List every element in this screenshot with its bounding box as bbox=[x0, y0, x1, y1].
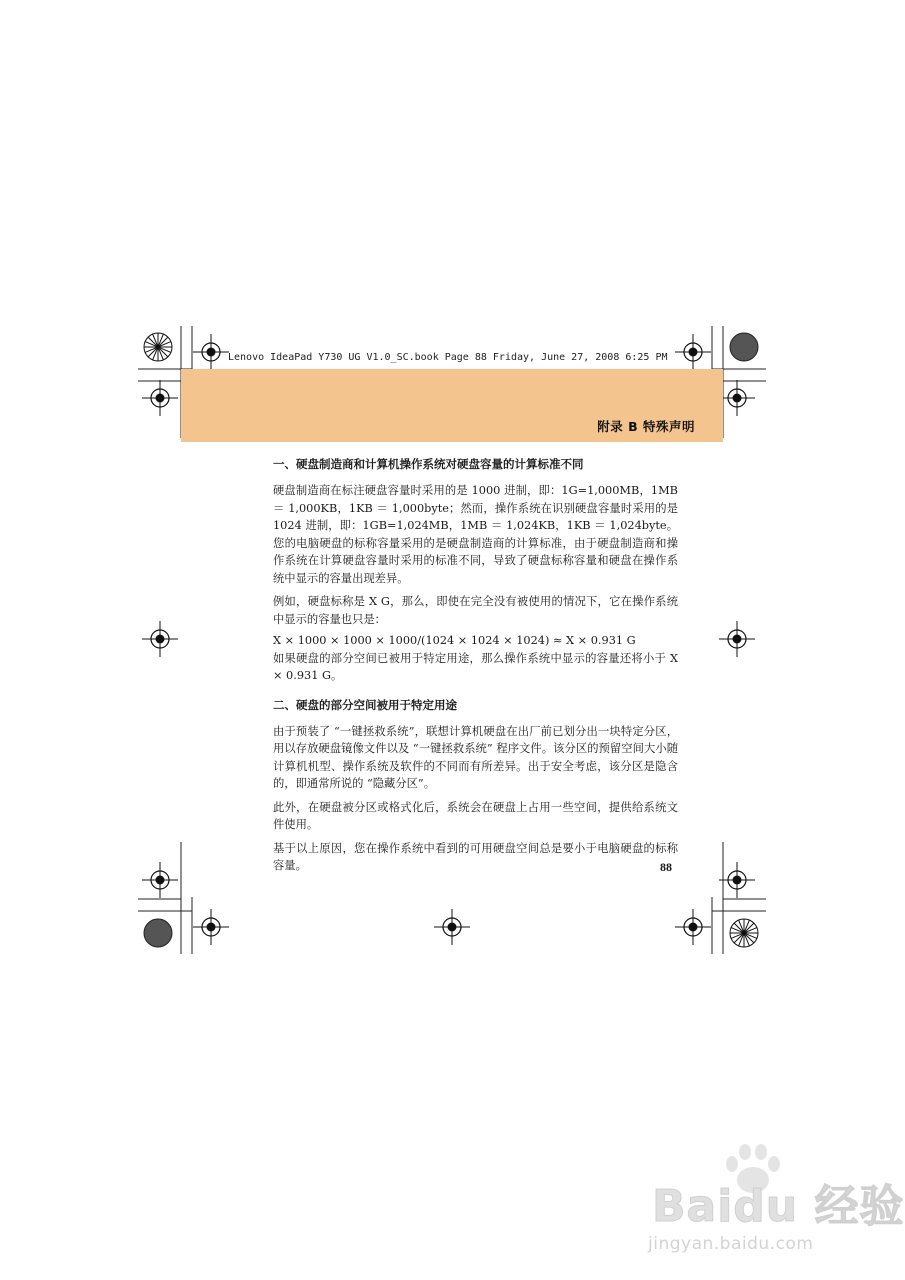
chapter-banner bbox=[181, 369, 723, 442]
baidu-watermark bbox=[648, 1142, 905, 1270]
section2-paragraph-1: 由于预装了 “一键拯救系统”，联想计算机硬盘在出厂前已划分出一块特定分区，用以存放硬盘镜像文件以及 “一键拯救系统” 程序文件。该分区的预留空间大小随计算机机型、操作系统及软件的不同而有所差异。出于安全考虑，该分区是隐含的，即通常所说的 “隐藏分区”。 bbox=[273, 724, 678, 790]
section2-heading: 二、硬盘的部分空间被用于特定用途 bbox=[273, 697, 457, 712]
section2-paragraph-2: 此外，在硬盘被分区或格式化后，系统会在硬盘上占用一些空间，提供给系统文件使用。 bbox=[273, 800, 678, 831]
watermark-url: jingyan.baidu.com bbox=[648, 1234, 814, 1254]
section2-paragraph-3: 基于以上原因，您在操作系统中看到的可用硬盘空间总是要小于电脑硬盘的标称容量。 bbox=[273, 841, 678, 872]
section1-paragraph-2: 例如，硬盘标称是 X G，那么，即使在完全没有被使用的情况下，它在操作系统中显示的容量也只是： bbox=[273, 595, 678, 626]
watermark-logo: Baidu 经验 bbox=[652, 1181, 905, 1232]
book-header-info: Lenovo IdeaPad Y730 UG V1.0_SC.book Page 88 Friday, June 27, 2008 6:25 PM bbox=[228, 352, 668, 363]
section1-heading: 一、硬盘制造商和计算机操作系统对硬盘容量的计算标准不同 bbox=[273, 457, 584, 471]
capacity-formula: X × 1000 × 1000 × 1000/(1024 × 1024 × 1024) ≈ X × 0.931 G bbox=[273, 634, 636, 647]
chapter-title: 附录 B 特殊声明 bbox=[597, 419, 695, 434]
section1-paragraph-3: 如果硬盘的部分空间已被用于特定用途，那么操作系统中显示的容量还将小于 X × 0.931 G。 bbox=[273, 651, 678, 682]
page-number: 88 bbox=[660, 860, 672, 874]
main-content bbox=[273, 456, 678, 879]
section1-paragraph-1: 硬盘制造商在标注硬盘容量时采用的是 1000 进制，即：1G=1,000MB，1MB ＝ 1,000KB，1KB ＝ 1,000byte；然而，操作系统在识别硬盘容量时采用的是 1024 进制，即：1GB=1,024MB，1MB ＝ 1,024KB，1KB ＝ 1,024byte。您的电脑硬盘的标称容量采用的是硬盘制造商的计算标准，由于硬盘制造商和操作系统在计算硬盘容量时采用的标准不同，导致了硬盘标称容量和硬盘在操作系统中显示的容量出现差异。 bbox=[273, 484, 678, 585]
